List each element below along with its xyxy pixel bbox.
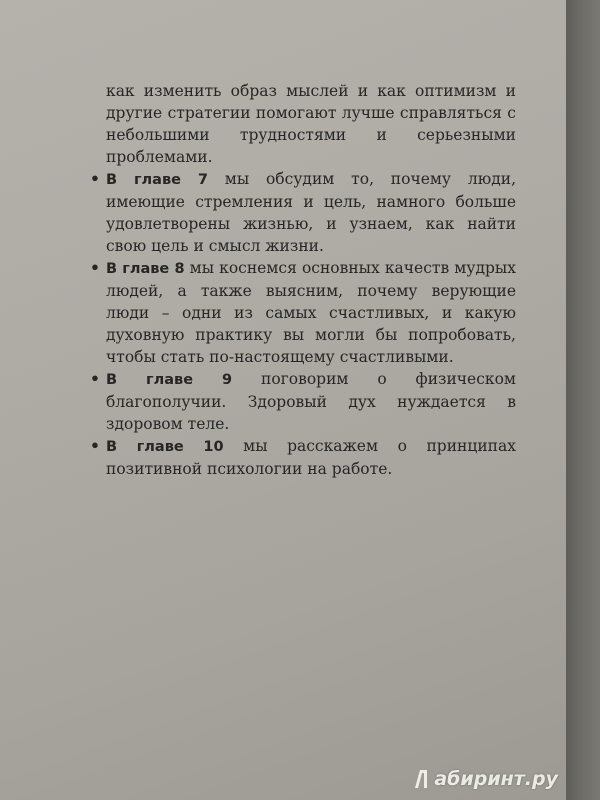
chapter-label: В главе 8 — [106, 261, 185, 277]
bullet-icon: • — [90, 369, 100, 388]
watermark — [412, 768, 558, 790]
list-item — [88, 435, 516, 480]
chapter-label: В главе 9 — [106, 372, 233, 388]
labirint-logo-icon — [412, 768, 430, 790]
page-edge — [566, 0, 600, 800]
chapter-description: мы коснемся основных качеств мудрых людей, а также выясним, почему верующие люди – одни из самых счастливых, и какую духовную практику вы могли бы попробовать, чтобы стать по-настоящему счастливыми. — [106, 259, 516, 366]
intro-paragraph: как изменить образ мыслей и как оптимизм и другие стратегии помогают лучше справляться с небольшими трудностями и серьезными проблемами. — [106, 82, 516, 166]
chapter-list — [88, 168, 516, 480]
chapter-label: В главе 10 — [106, 439, 224, 455]
chapter-label: В главе 7 — [106, 172, 208, 188]
chapter-description: мы обсудим то, почему люди, имеющие стремления и цель, намного больше удовлетворены жизнью, и узнаем, как найти свою цель и смысл жизни. — [106, 170, 516, 255]
bullet-icon: • — [90, 258, 100, 277]
watermark-text: абиринт.ру — [434, 768, 558, 790]
list-item — [88, 368, 516, 435]
list-item — [88, 257, 516, 368]
list-item — [88, 168, 516, 257]
bullet-icon: • — [90, 436, 100, 455]
body-text — [88, 80, 516, 480]
chapter-description: поговорим о физическом благополучии. Здоровый дух нуждается в здоровом теле. — [106, 370, 516, 433]
chapter-description: мы расскажем о принципах позитивной психологии на работе. — [106, 437, 516, 478]
bullet-icon: • — [90, 169, 100, 188]
